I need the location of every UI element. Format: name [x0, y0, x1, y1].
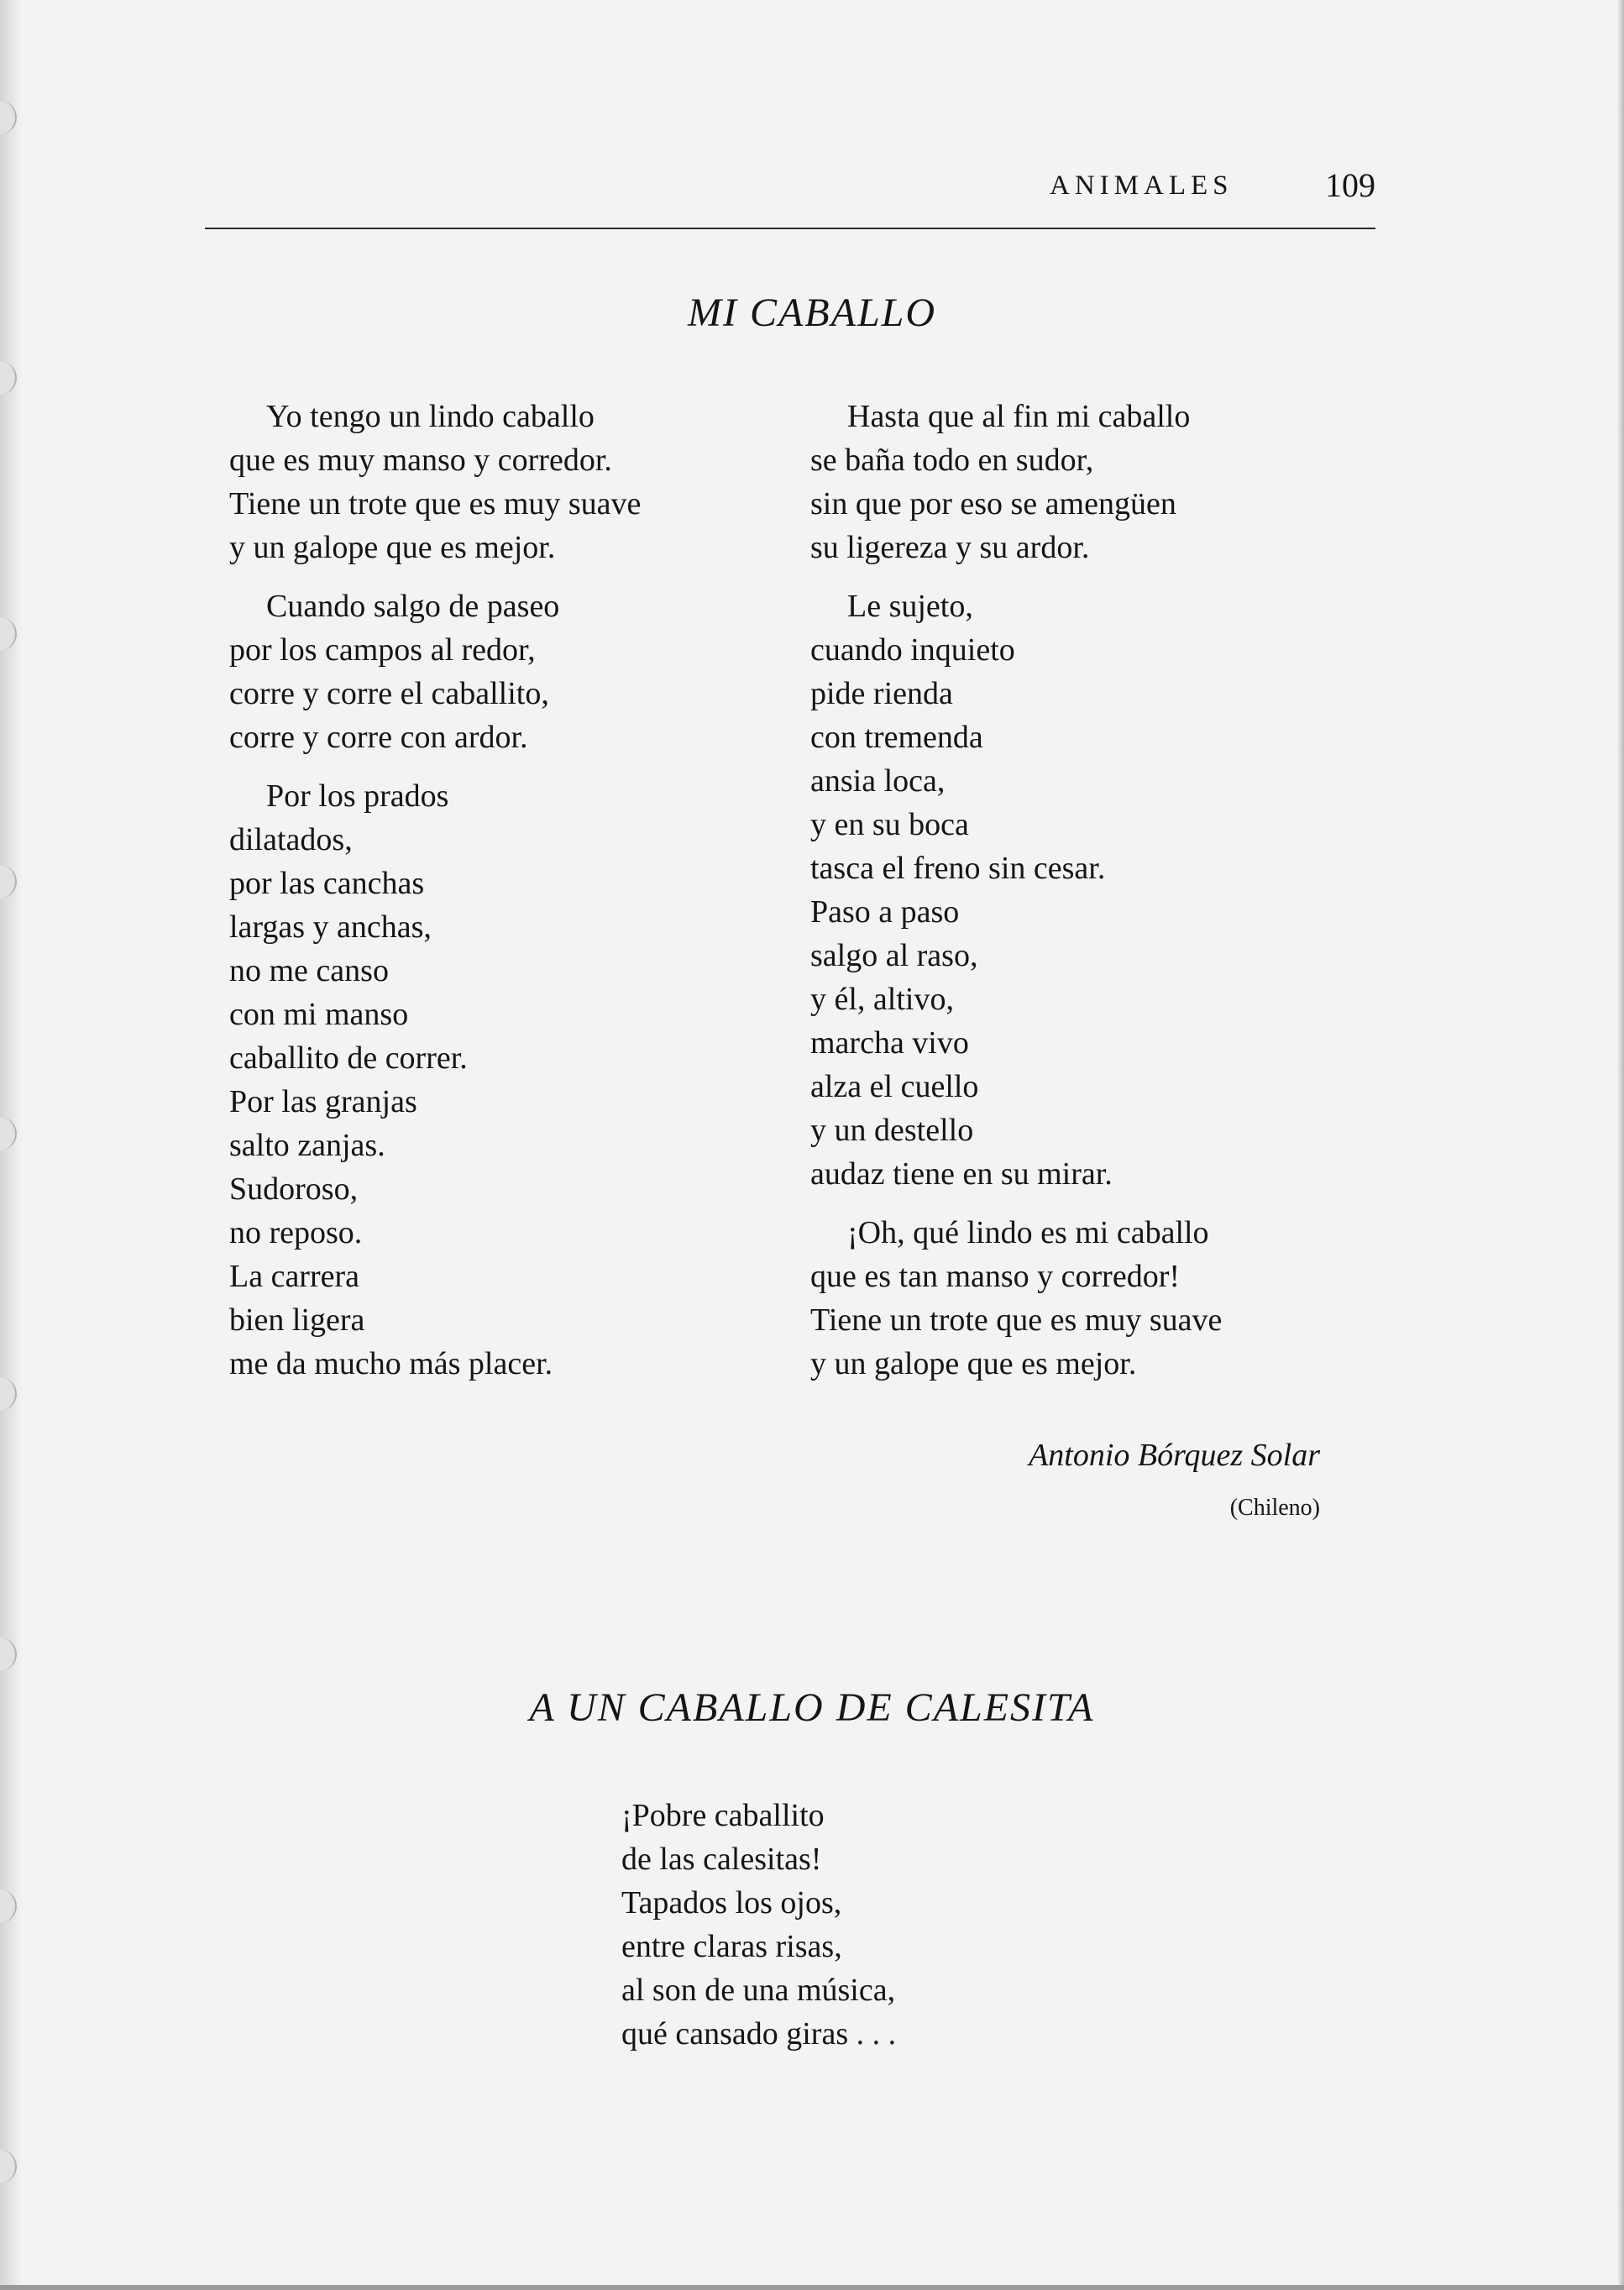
poem-line: su ligereza y su ardor.	[810, 530, 1090, 565]
poem-line: con tremenda	[810, 720, 983, 755]
poem-line: de las calesitas!	[621, 1842, 822, 1877]
page-right-edge	[1617, 0, 1624, 2290]
poem-line: Tapados los ojos,	[621, 1885, 842, 1921]
poem-right-column	[810, 395, 1222, 1401]
poem-author: Antonio Bórquez Solar	[1029, 1438, 1320, 1473]
poem-line: marcha vivo	[810, 1025, 969, 1061]
poem-line: que es muy manso y corredor.	[229, 443, 612, 478]
poem-line: por las canchas	[229, 866, 425, 901]
stanza	[229, 584, 641, 759]
poem-line: bien ligera	[229, 1302, 365, 1338]
poem-title: MI CABALLO	[688, 291, 936, 335]
poem-line: y él, altivo,	[810, 982, 954, 1017]
poem-line: Hasta que al fin mi caballo	[847, 399, 1191, 434]
poem-line: Tiene un trote que es muy suave	[810, 1302, 1223, 1338]
poem-line: por los campos al redor,	[229, 632, 536, 668]
poem-line: Le sujeto,	[847, 589, 973, 624]
poem-left-column	[229, 395, 641, 1401]
poem-line: ¡Pobre caballito	[621, 1798, 825, 1833]
poem-line: al son de una música,	[621, 1973, 896, 2008]
page-number: 109	[1325, 166, 1375, 204]
poem-line: y en su boca	[810, 807, 969, 842]
stanza	[810, 584, 1222, 1196]
poem-line: corre y corre con ardor.	[229, 720, 528, 755]
author-nationality: (Chileno)	[1229, 1495, 1320, 1521]
poem-line: entre claras risas,	[621, 1929, 842, 1964]
poem-line: qué cansado giras . . .	[621, 2016, 897, 2052]
header-rule	[205, 228, 1375, 229]
poem-line: salto zanjas.	[229, 1128, 385, 1163]
stanza	[229, 774, 641, 1386]
stanza	[810, 395, 1222, 569]
stanza	[810, 1211, 1222, 1386]
section-title: ANIMALES	[1050, 170, 1234, 201]
poem-body	[621, 1794, 896, 2056]
stanza	[229, 395, 641, 569]
poem-line: se baña todo en sudor,	[810, 443, 1094, 478]
poem-line: largas y anchas,	[229, 909, 432, 945]
poem-line: corre y corre el caballito,	[229, 676, 549, 711]
poem-line: cuando inquieto	[810, 632, 1015, 668]
poem-line: no me canso	[229, 953, 389, 988]
poem-line: con mi manso	[229, 997, 409, 1032]
poem-line: audaz tiene en su mirar.	[810, 1156, 1113, 1192]
poem-line: ansia loca,	[810, 763, 946, 799]
poem-line: ¡Oh, qué lindo es mi caballo	[847, 1215, 1209, 1250]
poem-line: salgo al raso,	[810, 938, 978, 973]
poem-line: dilatados,	[229, 822, 353, 857]
poem-line: caballito de correr.	[229, 1040, 468, 1076]
poem-line: tasca el freno sin cesar.	[810, 851, 1106, 886]
poem-line: que es tan manso y corredor!	[810, 1259, 1181, 1294]
poem-line: Por los prados	[266, 778, 449, 814]
poem-line: Cuando salgo de paseo	[266, 589, 560, 624]
running-head	[924, 165, 1375, 207]
page-bottom-edge	[0, 2285, 1624, 2290]
poem-line: Tiene un trote que es muy suave	[229, 486, 642, 521]
poem-line: Por las granjas	[229, 1084, 417, 1119]
poem-line: alza el cuello	[810, 1069, 979, 1104]
poem-line: La carrera	[229, 1259, 360, 1294]
poem-line: pide rienda	[810, 676, 953, 711]
poem-line: y un galope que es mejor.	[229, 530, 556, 565]
poem-line: no reposo.	[229, 1215, 363, 1250]
poem-line: Paso a paso	[810, 894, 960, 930]
poem-line: sin que por eso se amengüen	[810, 486, 1176, 521]
poem-line: me da mucho más placer.	[229, 1346, 553, 1381]
poem-title: A UN CABALLO DE CALESITA	[529, 1685, 1095, 1730]
poem-line: y un destello	[810, 1113, 974, 1148]
poem-line: Yo tengo un lindo caballo	[266, 399, 595, 434]
poem-line: y un galope que es mejor.	[810, 1346, 1137, 1381]
poem-line: Sudoroso,	[229, 1171, 359, 1207]
